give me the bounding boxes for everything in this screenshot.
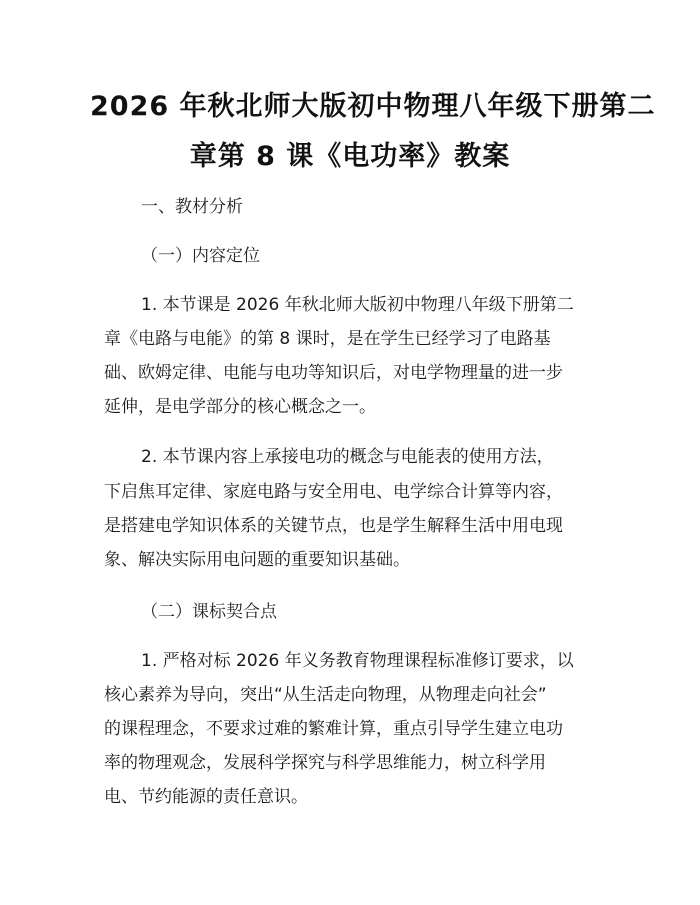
section-heading-textbook-analysis: 一、教材分析 <box>141 197 243 217</box>
paragraph-line: 础、欧姆定律、电能与电功等知识后，对电学物理量的进一步 <box>104 363 563 383</box>
subsection-heading-curriculum-fit: （二）课标契合点 <box>141 602 277 622</box>
paragraph-line: 象、解决实际用电问题的重要知识基础。 <box>104 550 410 570</box>
paragraph-line: 延伸，是电学部分的核心概念之一。 <box>104 397 376 417</box>
paragraph-line: 1. 严格对标 2026 年义务教育物理课程标准修订要求，以 <box>141 651 574 671</box>
paragraph-line: 章《电路与电能》的第 8 课时，是在学生已经学习了电路基 <box>104 329 551 349</box>
paragraph-line: 核心素养为导向，突出“从生活走向物理，从物理走向社会” <box>104 685 547 705</box>
paragraph-line: 电、节约能源的责任意识。 <box>104 787 308 807</box>
paragraph-line: 2. 本节课内容上承接电功的概念与电能表的使用方法， <box>141 447 554 467</box>
paragraph-line: 的课程理念，不要求过难的繁难计算，重点引导学生建立电功 <box>104 719 563 739</box>
paragraph-line: 是搭建电学知识体系的关键节点，也是学生解释生活中用电现 <box>104 516 563 536</box>
document-title-line-1: 2026 年秋北师大版初中物理八年级下册第二 <box>90 91 656 122</box>
subsection-heading-content-positioning: （一）内容定位 <box>141 246 260 266</box>
paragraph-line: 率的物理观念，发展科学探究与科学思维能力，树立科学用 <box>104 753 546 773</box>
paragraph-line: 下启焦耳定律、家庭电路与安全用电、电学综合计算等内容， <box>104 482 563 502</box>
paragraph-line: 1. 本节课是 2026 年秋北师大版初中物理八年级下册第二 <box>141 295 574 315</box>
document-title-line-2: 章第 8 课《电功率》教案 <box>189 141 511 172</box>
